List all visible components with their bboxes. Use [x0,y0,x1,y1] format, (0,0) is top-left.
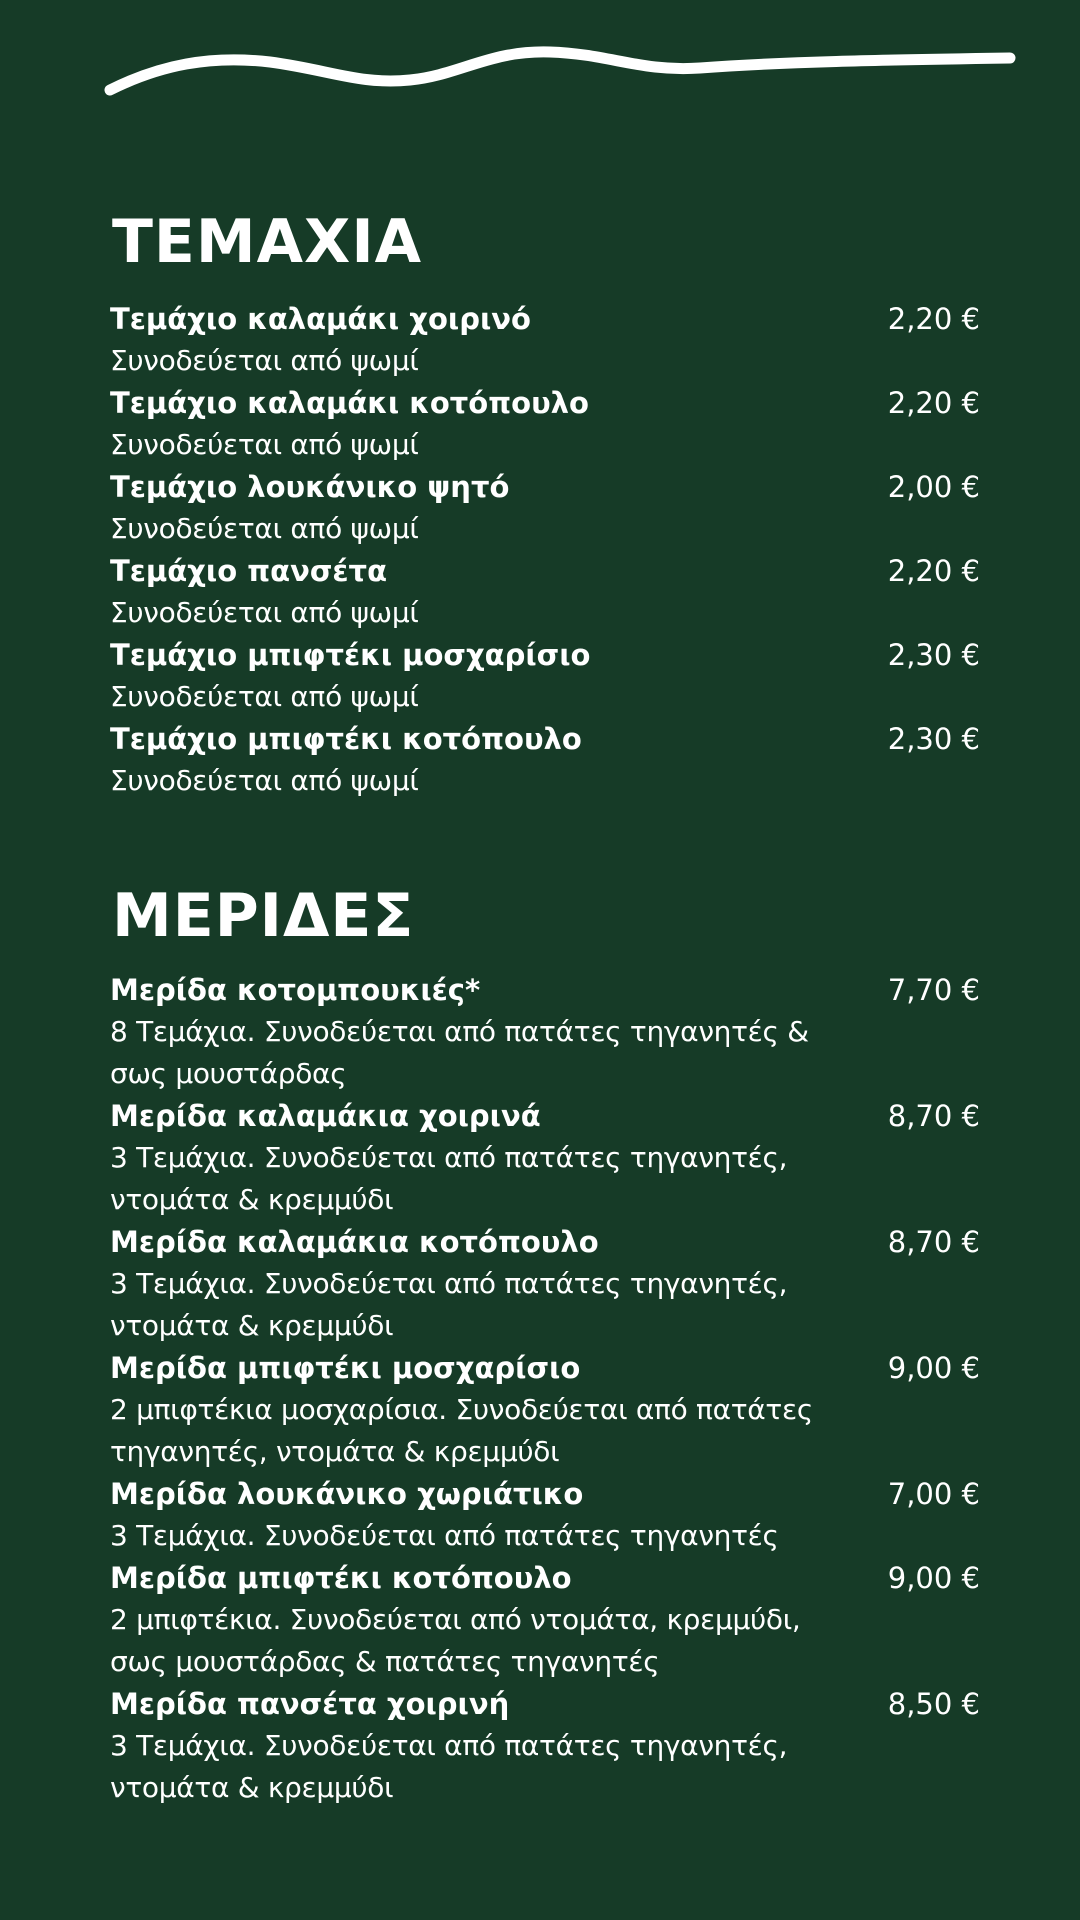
item-description: Συνοδεύεται από ψωμί [110,428,419,461]
item-price: 8,70 € [887,1099,980,1133]
item-name: Τεμάχιο λουκάνικο ψητό [110,470,510,504]
item-price: 2,20 € [887,386,980,420]
item-description: Συνοδεύεται από ψωμί [110,680,419,713]
menu-item [110,1221,980,1347]
item-description: Συνοδεύεται από ψωμί [110,344,419,377]
menu-item [110,718,980,802]
item-name: Μερίδα πανσέτα χοιρινή [110,1687,510,1721]
item-price: 2,00 € [887,470,980,504]
menu-item [110,382,980,466]
item-name: Μερίδα μπιφτέκι κοτόπουλο [110,1561,572,1595]
item-description: 3 Τεμάχια. Συνοδεύεται από πατάτες τηγανητές [110,1519,779,1552]
item-price: 2,20 € [887,554,980,588]
menu-item [110,1347,980,1473]
section-title-temaxia: ΤΕΜΑΧΙΑ [112,207,423,277]
menu-item [110,634,980,718]
menu-item [110,969,980,1095]
item-description: Συνοδεύεται από ψωμί [110,596,419,629]
item-name: Μερίδα κοτομπουκιές* [110,973,481,1007]
item-name: Μερίδα καλαμάκια χοιρινά [110,1099,541,1133]
item-description: Συνοδεύεται από ψωμί [110,512,419,545]
item-price: 2,30 € [887,722,980,756]
item-name: Μερίδα μπιφτέκι μοσχαρίσιο [110,1351,581,1385]
menu-item [110,550,980,634]
menu-item [110,1095,980,1221]
menu-item [110,1683,980,1809]
item-description: Συνοδεύεται από ψωμί [110,764,419,797]
item-description: 8 Τεμάχια. Συνοδεύεται από πατάτες τηγανητές & σως μουστάρδας [110,1015,809,1090]
item-name: Τεμάχιο μπιφτέκι κοτόπουλο [110,722,582,756]
item-name: Τεμάχιο μπιφτέκι μοσχαρίσιο [110,638,591,672]
item-price: 2,30 € [887,638,980,672]
section-title-merides: ΜΕΡΙΔΕΣ [112,881,415,951]
item-name: Τεμάχιο πανσέτα [110,554,387,588]
menu-item [110,466,980,550]
decorative-wave [100,40,1020,110]
menu-list-temaxia [110,298,980,802]
menu-list-merides [110,969,980,1809]
menu-item [110,1473,980,1557]
item-name: Τεμάχιο καλαμάκι κοτόπουλο [110,386,589,420]
item-description: 2 μπιφτέκια. Συνοδεύεται από ντομάτα, κρεμμύδι, σως μουστάρδας & πατάτες τηγανητές [110,1603,801,1678]
item-description: 2 μπιφτέκια μοσχαρίσια. Συνοδεύεται από πατάτες τηγανητές, ντομάτα & κρεμμύδι [110,1393,813,1468]
item-price: 9,00 € [887,1351,980,1385]
item-price: 2,20 € [887,302,980,336]
item-name: Τεμάχιο καλαμάκι χοιρινό [110,302,531,336]
item-description: 3 Τεμάχια. Συνοδεύεται από πατάτες τηγανητές, ντομάτα & κρεμμύδι [110,1729,788,1804]
item-price: 7,70 € [887,973,980,1007]
item-description: 3 Τεμάχια. Συνοδεύεται από πατάτες τηγανητές, ντομάτα & κρεμμύδι [110,1267,788,1342]
item-name: Μερίδα λουκάνικο χωριάτικο [110,1477,584,1511]
item-price: 7,00 € [887,1477,980,1511]
menu-item [110,1557,980,1683]
item-price: 8,50 € [887,1687,980,1721]
item-price: 8,70 € [887,1225,980,1259]
menu-item [110,298,980,382]
item-price: 9,00 € [887,1561,980,1595]
item-name: Μερίδα καλαμάκια κοτόπουλο [110,1225,599,1259]
item-description: 3 Τεμάχια. Συνοδεύεται από πατάτες τηγανητές, ντομάτα & κρεμμύδι [110,1141,788,1216]
